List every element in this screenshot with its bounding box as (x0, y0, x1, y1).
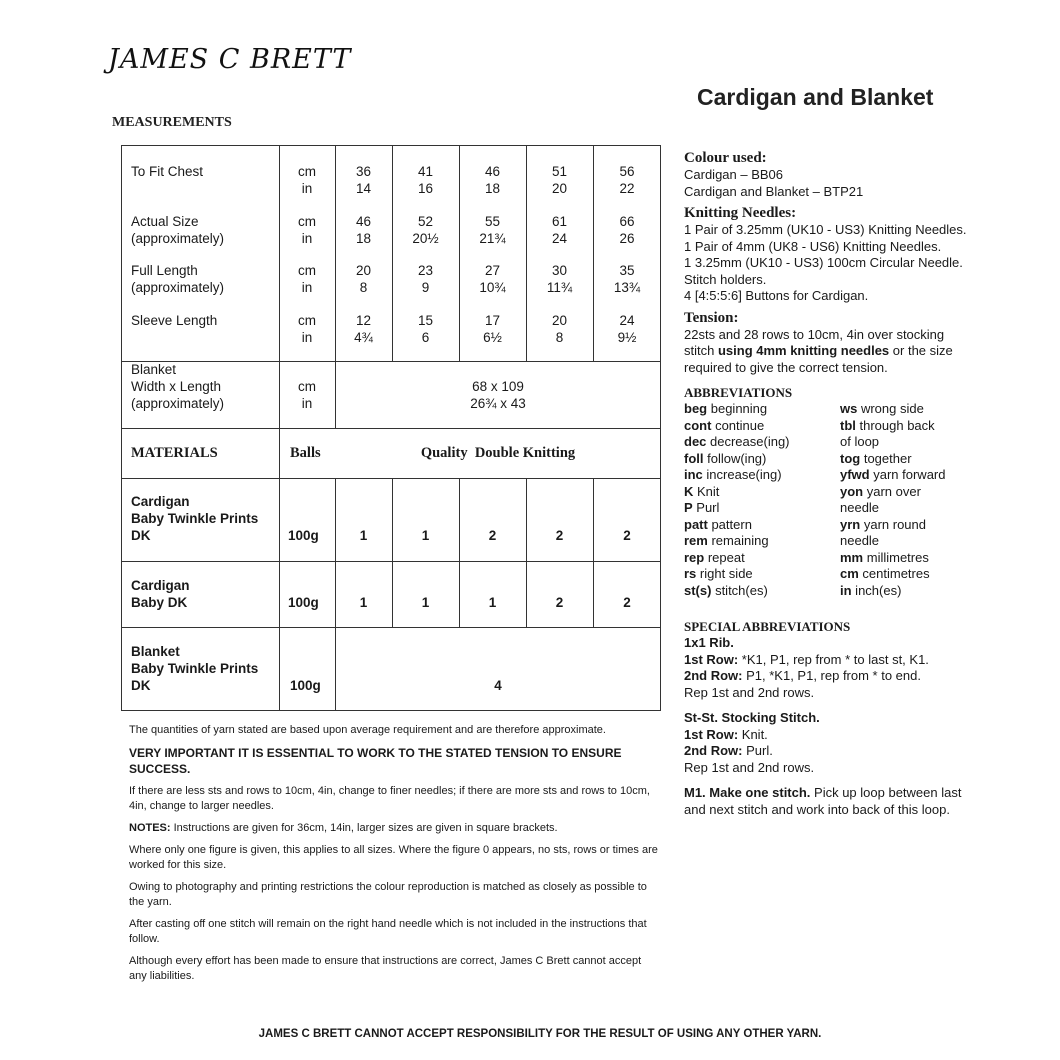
needle-line: 1 Pair of 3.25mm (UK10 - US3) Knitting Needles. (684, 222, 967, 237)
material-name: Cardigan (131, 494, 190, 509)
unit-in: in (301, 330, 313, 345)
value-cell: 6 (421, 330, 430, 345)
row-label-blanket: Blanket (131, 362, 177, 377)
abbreviations-list (684, 401, 974, 599)
value-cell: 12 (355, 313, 372, 328)
abbreviations-heading: ABBREVIATIONS (684, 385, 793, 400)
m1-text: Pick up loop between last and next stitch and work into back of this loop. (684, 785, 962, 817)
value-cell: 30 (551, 263, 568, 278)
value-cell: 6½ (483, 330, 502, 345)
value-cell: 52 (417, 214, 434, 229)
note-paragraph: Although every effort has been made to ensure that instructions are correct, James C Brett cannot accept any liabilities. (129, 955, 642, 982)
unit-in: in (301, 231, 313, 246)
value-cell: 20 (551, 313, 568, 328)
abbr-item: cont continue (684, 417, 765, 433)
notes-text: Instructions are given for 36cm, 14in, larger sizes are given in square brackets. (170, 822, 558, 834)
material-weight: 100g (290, 678, 321, 693)
row-label-actual-size-note: (approximately) (131, 231, 225, 246)
value-cell: 18 (484, 181, 501, 196)
divider (122, 561, 660, 562)
balls-count: 1 (421, 528, 430, 543)
notes-label: NOTES: (129, 822, 171, 834)
abbr-item: rep repeat (684, 549, 745, 565)
row-label-blanket-note: (approximately) (131, 396, 225, 411)
abbr-column-right (840, 401, 974, 599)
unit-cm: cm (298, 313, 316, 328)
materials-heading: MATERIALS (131, 445, 218, 461)
divider (335, 627, 336, 711)
abbr-item: patt pattern (684, 516, 752, 532)
unit-cm: cm (298, 214, 316, 229)
row-label-full-length-note: (approximately) (131, 280, 225, 295)
note-paragraph: The quantities of yarn stated are based upon average requirement and are therefore approximate. (129, 724, 606, 736)
value-cell: 9½ (617, 330, 637, 345)
abbr-item: yon yarn over (840, 483, 921, 499)
material-weight: 100g (288, 528, 319, 543)
rib-row: 1st Row: *K1, P1, rep from * to last st, K1. (684, 651, 929, 667)
value-cell: 4¾ (354, 330, 373, 345)
balls-count: 2 (555, 528, 564, 543)
balls-count: 2 (555, 595, 564, 610)
abbr-column-left (684, 401, 840, 599)
value-cell: 15 (417, 313, 434, 328)
value-cell: 16 (417, 181, 434, 196)
divider (122, 478, 660, 479)
value-cell: 20 (551, 181, 568, 196)
value-cell: 10¾ (479, 280, 506, 295)
colour-heading: Colour used: (684, 150, 767, 166)
value-cell: 23 (417, 263, 434, 278)
abbr-item: tog together (840, 450, 912, 466)
stst-repeat: Rep 1st and 2nd rows. (684, 759, 815, 775)
note-paragraph: After casting off one stitch will remain on the right hand needle which is not included in the instructions that follow. (129, 918, 647, 945)
balls-count: 2 (488, 528, 497, 543)
value-cell: 22 (619, 181, 635, 196)
special-abbreviations-heading: SPECIAL ABBREVIATIONS (684, 619, 851, 634)
measurements-heading: MEASUREMENTS (112, 115, 232, 130)
stst-title: St-St. Stocking Stitch. (684, 710, 820, 725)
divider (122, 361, 660, 362)
stst-row: 2nd Row: Purl. (684, 743, 773, 758)
value-cell: 24 (619, 313, 635, 328)
unit-in: in (301, 181, 313, 196)
rib-row: 2nd Row: P1, *K1, P1, rep from * to end. (684, 668, 921, 683)
abbr-item: yrn yarn round (840, 516, 926, 532)
value-cell: 46 (355, 214, 372, 229)
abbr-item: rem remaining (684, 533, 769, 548)
needle-line: 1 Pair of 4mm (UK8 - US6) Knitting Needles. (684, 238, 942, 254)
value-cell: 68 x 109 (472, 379, 524, 394)
m1-section (684, 785, 974, 818)
value-cell: 9 (421, 280, 430, 295)
balls-count: 2 (623, 595, 631, 610)
value-cell: 26¾ x 43 (470, 396, 526, 411)
value-cell: 21¾ (479, 231, 506, 246)
needles-heading: Knitting Needles: (684, 205, 797, 221)
rib-repeat: Rep 1st and 2nd rows. (684, 684, 815, 700)
material-name: DK (131, 678, 151, 693)
material-weight: 100g (288, 595, 319, 610)
abbr-item: P Purl (684, 500, 720, 515)
abbr-item: cm centimetres (840, 566, 930, 581)
row-label-actual-size: Actual Size (131, 214, 199, 229)
note-paragraph (129, 821, 659, 836)
value-cell: 56 (619, 164, 635, 179)
value-cell: 61 (551, 214, 568, 229)
needle-line: 1 3.25mm (UK10 - US3) 100cm Circular Needle. (684, 255, 963, 270)
row-label-sleeve-length: Sleeve Length (131, 313, 218, 328)
unit-in: in (301, 280, 313, 295)
value-cell: 20½ (412, 231, 439, 246)
material-name: Baby DK (131, 595, 188, 610)
value-cell: 14 (355, 181, 372, 196)
rib-section (684, 635, 974, 701)
m1-title: M1. Make one stitch. (684, 785, 811, 800)
balls-count: 1 (488, 595, 497, 610)
row-label-blanket-dims: Width x Length (131, 379, 222, 394)
row-label-full-length: Full Length (131, 263, 198, 278)
material-name: Blanket (131, 644, 180, 659)
abbr-item: yfwd yarn forward (840, 467, 946, 482)
unit-cm: cm (298, 263, 316, 278)
stst-row: 1st Row: Knit. (684, 726, 768, 742)
value-cell: 8 (555, 330, 564, 345)
abbr-item: needle (840, 533, 880, 548)
abbr-item: beg beginning (684, 401, 768, 416)
brand-logo: JAMES C BRETT (108, 44, 352, 75)
value-cell: 66 (619, 214, 635, 229)
value-cell: 27 (484, 263, 501, 278)
abbr-item: K Knit (684, 483, 720, 499)
abbr-item: foll follow(ing) (684, 450, 767, 466)
tension-text (684, 327, 974, 377)
divider (122, 428, 660, 429)
material-name: DK (131, 528, 151, 543)
abbr-item: inc increase(ing) (684, 467, 782, 482)
value-cell: 18 (355, 231, 372, 246)
value-cell: 8 (359, 280, 368, 295)
value-cell: 24 (551, 231, 568, 246)
tension-bold: using 4mm knitting needles (717, 343, 890, 358)
unit-in: in (301, 396, 313, 411)
note-paragraph: Owing to photography and printing restrictions the colour reproduction is matched as closely as possible to the yarn. (129, 881, 647, 908)
measurements-table (121, 145, 661, 711)
needle-line: Stitch holders. (684, 271, 767, 287)
tension-warning: VERY IMPORTANT IT IS ESSENTIAL TO WORK TO THE STATED TENSION TO ENSURE SUCCESS. (129, 746, 622, 776)
colour-line: Cardigan and Blanket – BTP21 (684, 183, 864, 199)
value-cell: 17 (484, 313, 501, 328)
balls-heading: Balls (290, 445, 321, 461)
note-paragraph: If there are less sts and rows to 10cm, 4in, change to finer needles; if there are more sts and rows to 10cm, 4in, change to larger needles. (129, 785, 650, 812)
value-cell: 11¾ (546, 280, 573, 295)
tension-pre: 22sts and 28 rows to 10cm, 4in over stocking stitch (684, 326, 945, 358)
abbr-item: in inch(es) (840, 582, 902, 598)
balls-count: 2 (623, 528, 631, 543)
balls-count: 1 (359, 595, 368, 610)
material-name: Baby Twinkle Prints (131, 511, 259, 526)
balls-count: 1 (421, 595, 430, 610)
note-paragraph: Where only one figure is given, this applies to all sizes. Where the figure 0 appears, no sts, rows or times are worked for this size. (129, 844, 658, 871)
divider (122, 627, 660, 628)
value-cell: 36 (355, 164, 372, 179)
value-cell: 35 (619, 263, 635, 278)
pattern-info-column (684, 150, 974, 818)
abbr-item: st(s) stitch(es) (684, 582, 768, 598)
value-cell: 55 (484, 214, 501, 229)
rib-title: 1x1 Rib. (684, 635, 734, 650)
abbr-item: dec decrease(ing) (684, 434, 790, 449)
value-cell: 46 (484, 164, 501, 179)
tension-heading: Tension: (684, 309, 739, 326)
abbr-item: rs right side (684, 566, 753, 581)
value-cell: 41 (417, 164, 434, 179)
abbr-item: of loop (840, 434, 880, 449)
material-name: Baby Twinkle Prints (131, 661, 259, 676)
abbr-item: ws wrong side (840, 401, 924, 416)
unit-cm: cm (298, 379, 316, 394)
colour-line: Cardigan – BB06 (684, 167, 784, 182)
value-cell: 26 (619, 231, 635, 246)
quality-heading: Quality Double Knitting (420, 445, 576, 461)
row-label-to-fit-chest: To Fit Chest (131, 164, 204, 179)
material-name: Cardigan (131, 578, 190, 593)
tension-post: or the size required to give the correct tension. (684, 343, 953, 375)
abbr-item: tbl through back (840, 417, 935, 433)
needle-line: 4 [4:5:5:6] Buttons for Cardigan. (684, 288, 869, 303)
abbr-item: mm millimetres (840, 549, 929, 565)
page-title: Cardigan and Blanket (697, 84, 934, 110)
balls-count: 1 (359, 528, 368, 543)
abbr-item: needle (840, 500, 880, 515)
value-cell: 20 (355, 263, 372, 278)
stst-section (684, 710, 974, 776)
notes-section (129, 723, 659, 991)
value-cell: 13¾ (613, 280, 641, 295)
footer-disclaimer: JAMES C BRETT CANNOT ACCEPT RESPONSIBILITY FOR THE RESULT OF USING ANY OTHER YARN. (258, 1028, 822, 1040)
unit-cm: cm (298, 164, 316, 179)
balls-count: 4 (494, 678, 502, 693)
value-cell: 51 (551, 164, 568, 179)
